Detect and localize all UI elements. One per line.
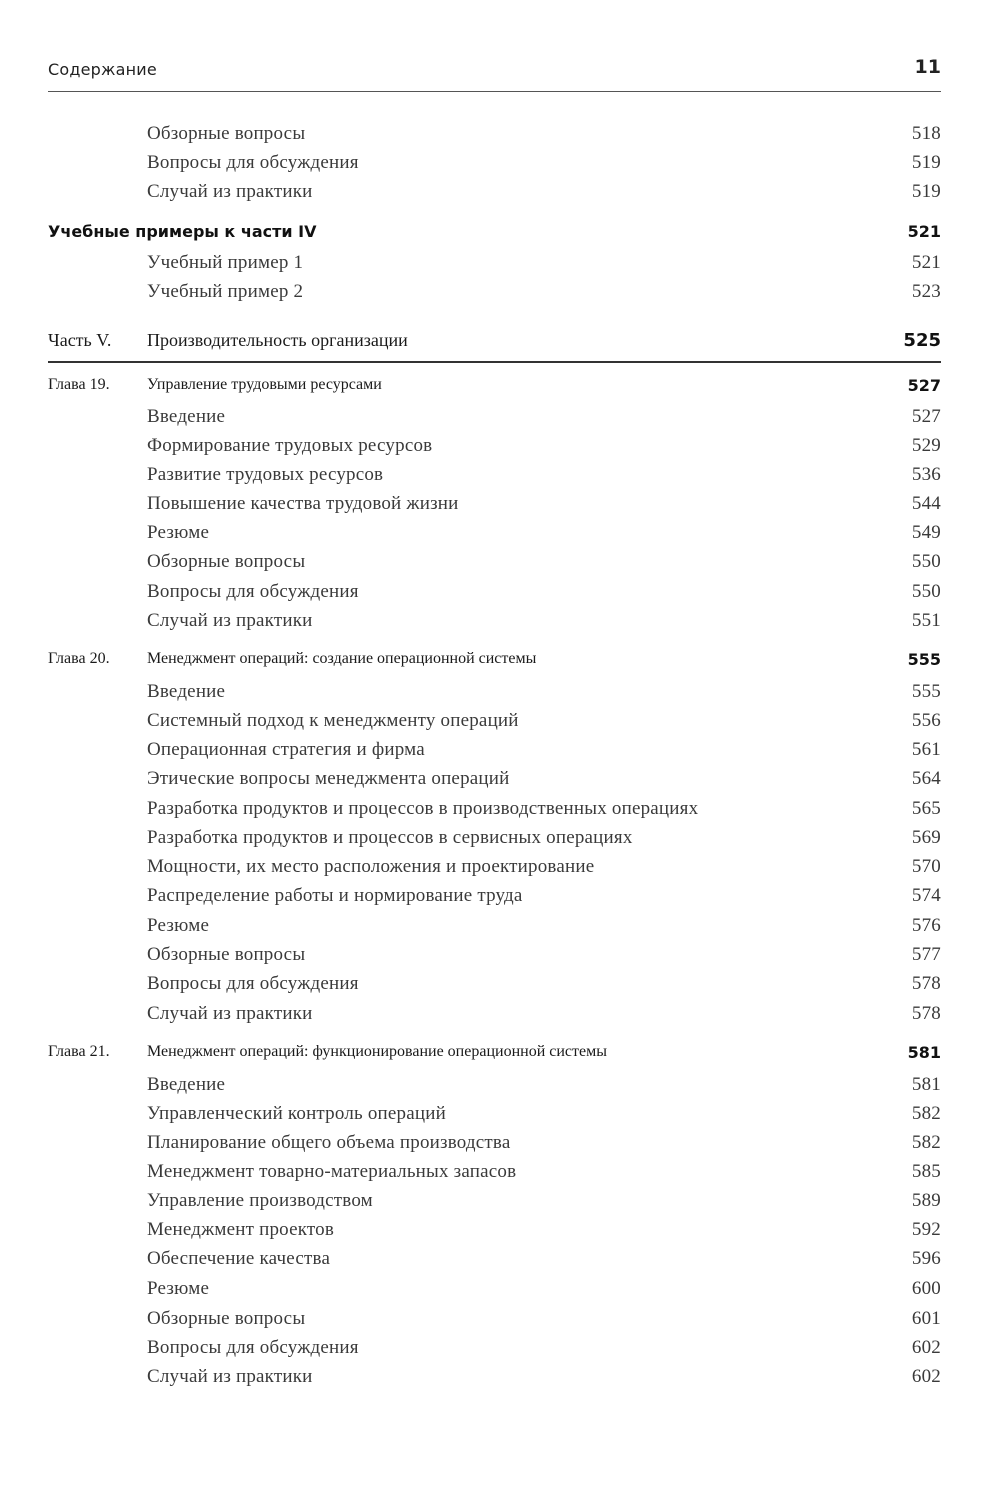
entry-page-number: 585 (911, 1161, 941, 1182)
entry-title: Обеспечение качества (147, 1248, 331, 1269)
entry-page-number: 521 (911, 252, 941, 273)
entry-title: Обзорные вопросы (147, 123, 306, 144)
chapter-page-number: 555 (907, 650, 941, 669)
entry-page-number: 523 (911, 281, 941, 302)
entry-title: Менеджмент товарно-материальных запасов (147, 1161, 517, 1182)
toc-subsection-entry (48, 491, 941, 519)
entry-title: Случай из практики (147, 1003, 313, 1024)
entry-title: Введение (147, 681, 226, 702)
toc-subsection-entry (48, 404, 941, 432)
entry-title: Распределение работы и нормирование труда (147, 885, 523, 906)
entry-page-number: 564 (911, 768, 941, 789)
entry-page-number: 536 (911, 464, 941, 485)
chapter-title: Менеджмент операций: создание операционной системы (147, 650, 537, 667)
entry-title: Обзорные вопросы (147, 944, 306, 965)
chapter-page-number: 581 (907, 1043, 941, 1062)
entry-title: Менеджмент проектов (147, 1219, 335, 1240)
part-rule (48, 361, 941, 363)
entry-title: Резюме (147, 1278, 210, 1299)
toc-subsection-entry (48, 942, 941, 970)
running-head-title: Содержание (48, 60, 157, 79)
toc-subsection-entry (48, 1276, 941, 1304)
toc-subsection-entry (48, 883, 941, 911)
entry-title: Обзорные вопросы (147, 1308, 306, 1329)
entry-title: Учебный пример 2 (147, 281, 304, 302)
toc-subsection-entry (48, 1364, 941, 1392)
toc-subsection-entry (48, 825, 941, 853)
entry-page-number: 518 (911, 123, 941, 144)
entry-page-number: 602 (911, 1366, 941, 1387)
toc-subsection-entry (48, 766, 941, 794)
toc-subsection-entry (48, 1188, 941, 1216)
entry-title: Обзорные вопросы (147, 551, 306, 572)
entry-title: Разработка продуктов и процессов в сервисных операциях (147, 827, 633, 848)
entry-page-number: 589 (911, 1190, 941, 1211)
entry-page-number: 577 (911, 944, 941, 965)
entry-title: Вопросы для обсуждения (147, 152, 359, 173)
entry-page-number: 601 (911, 1308, 941, 1329)
entry-page-number: 529 (911, 435, 941, 456)
entry-page-number: 570 (911, 856, 941, 877)
toc-subsection-entry (48, 679, 941, 707)
entry-page-number: 555 (911, 681, 941, 702)
entry-title: Случай из практики (147, 610, 313, 631)
entry-title: Повышение качества трудовой жизни (147, 493, 459, 514)
toc-subsection-entry (48, 1101, 941, 1129)
toc-subsection-entry (48, 121, 941, 149)
entry-title: Управленческий контроль операций (147, 1103, 446, 1124)
entry-page-number: 550 (911, 581, 941, 602)
toc-subsection-entry (48, 179, 941, 207)
chapter-number: Глава 19. (48, 376, 110, 393)
section-title: Учебные примеры к части IV (48, 222, 317, 241)
entry-title: Вопросы для обсуждения (147, 1337, 359, 1358)
toc-part-heading (48, 326, 941, 354)
entry-page-number: 519 (911, 152, 941, 173)
toc-subsection-entry (48, 854, 941, 882)
toc-chapter-heading (48, 372, 941, 400)
entry-page-number: 582 (911, 1103, 941, 1124)
toc-subsection-entry (48, 1130, 941, 1158)
chapter-title: Управление трудовыми ресурсами (147, 376, 382, 393)
entry-title: Учебный пример 1 (147, 252, 304, 273)
entry-page-number: 527 (911, 406, 941, 427)
entry-title: Формирование трудовых ресурсов (147, 435, 433, 456)
entry-title: Развитие трудовых ресурсов (147, 464, 384, 485)
entry-page-number: 581 (911, 1074, 941, 1095)
toc-chapter-heading (48, 1039, 941, 1067)
toc-subsection-entry (48, 737, 941, 765)
toc-subsection-entry (48, 708, 941, 736)
toc-subsection-entry (48, 1001, 941, 1029)
entry-page-number: 596 (911, 1248, 941, 1269)
entry-page-number: 600 (911, 1278, 941, 1299)
toc-subsection-entry (48, 1072, 941, 1100)
toc-subsection-entry (48, 1306, 941, 1334)
entry-page-number: 544 (911, 493, 941, 514)
entry-title: Вопросы для обсуждения (147, 581, 359, 602)
entry-page-number: 561 (911, 739, 941, 760)
toc-subsection-entry (48, 608, 941, 636)
part-number: Часть V. (48, 330, 112, 350)
toc-subsection-entry (48, 1246, 941, 1274)
toc-chapter-heading (48, 646, 941, 674)
entry-page-number: 582 (911, 1132, 941, 1153)
chapter-title: Менеджмент операций: функционирование операционной системы (147, 1043, 607, 1060)
chapter-page-number: 527 (907, 376, 941, 395)
entry-title: Вопросы для обсуждения (147, 973, 359, 994)
entry-page-number: 578 (911, 973, 941, 994)
entry-title: Мощности, их место расположения и проектирование (147, 856, 595, 877)
entry-title: Управление производством (147, 1190, 373, 1211)
entry-page-number: 574 (911, 885, 941, 906)
chapter-number: Глава 20. (48, 650, 110, 667)
toc-subsection-entry (48, 579, 941, 607)
entry-title: Введение (147, 1074, 226, 1095)
entry-page-number: 569 (911, 827, 941, 848)
toc-subsection-entry (48, 1335, 941, 1363)
entry-title: Разработка продуктов и процессов в производственных операциях (147, 798, 699, 819)
entry-page-number: 565 (911, 798, 941, 819)
entry-title: Системный подход к менеджменту операций (147, 710, 519, 731)
toc-subsection-entry (48, 549, 941, 577)
toc-subsection-entry (48, 1217, 941, 1245)
entry-page-number: 550 (911, 551, 941, 572)
running-head (48, 56, 941, 84)
entry-page-number: 551 (911, 610, 941, 631)
page-number: 11 (914, 56, 941, 78)
toc-subsection-entry (48, 796, 941, 824)
entry-title: Резюме (147, 522, 210, 543)
section-page-number: 521 (907, 222, 941, 241)
entry-page-number: 602 (911, 1337, 941, 1358)
entry-title: Резюме (147, 915, 210, 936)
toc-subsection-entry (48, 462, 941, 490)
chapter-number: Глава 21. (48, 1043, 110, 1060)
entry-title: Этические вопросы менеджмента операций (147, 768, 510, 789)
toc-subsection-entry (48, 971, 941, 999)
toc-subsection-entry (48, 913, 941, 941)
entry-title: Случай из практики (147, 1366, 313, 1387)
entry-title: Случай из практики (147, 181, 313, 202)
toc-subsection-entry (48, 1159, 941, 1187)
toc-section-heading (48, 218, 941, 246)
toc-subsection-entry (48, 250, 941, 278)
entry-title: Операционная стратегия и фирма (147, 739, 425, 760)
part-page-number: 525 (903, 330, 941, 351)
header-rule (48, 91, 941, 92)
entry-page-number: 519 (911, 181, 941, 202)
entry-page-number: 576 (911, 915, 941, 936)
entry-page-number: 578 (911, 1003, 941, 1024)
entry-page-number: 556 (911, 710, 941, 731)
toc-subsection-entry (48, 520, 941, 548)
entry-page-number: 592 (911, 1219, 941, 1240)
entry-page-number: 549 (911, 522, 941, 543)
entry-title: Введение (147, 406, 226, 427)
toc-subsection-entry (48, 433, 941, 461)
toc-subsection-entry (48, 279, 941, 307)
toc-subsection-entry (48, 150, 941, 178)
entry-title: Планирование общего объема производства (147, 1132, 511, 1153)
part-title: Производительность организации (147, 330, 408, 350)
